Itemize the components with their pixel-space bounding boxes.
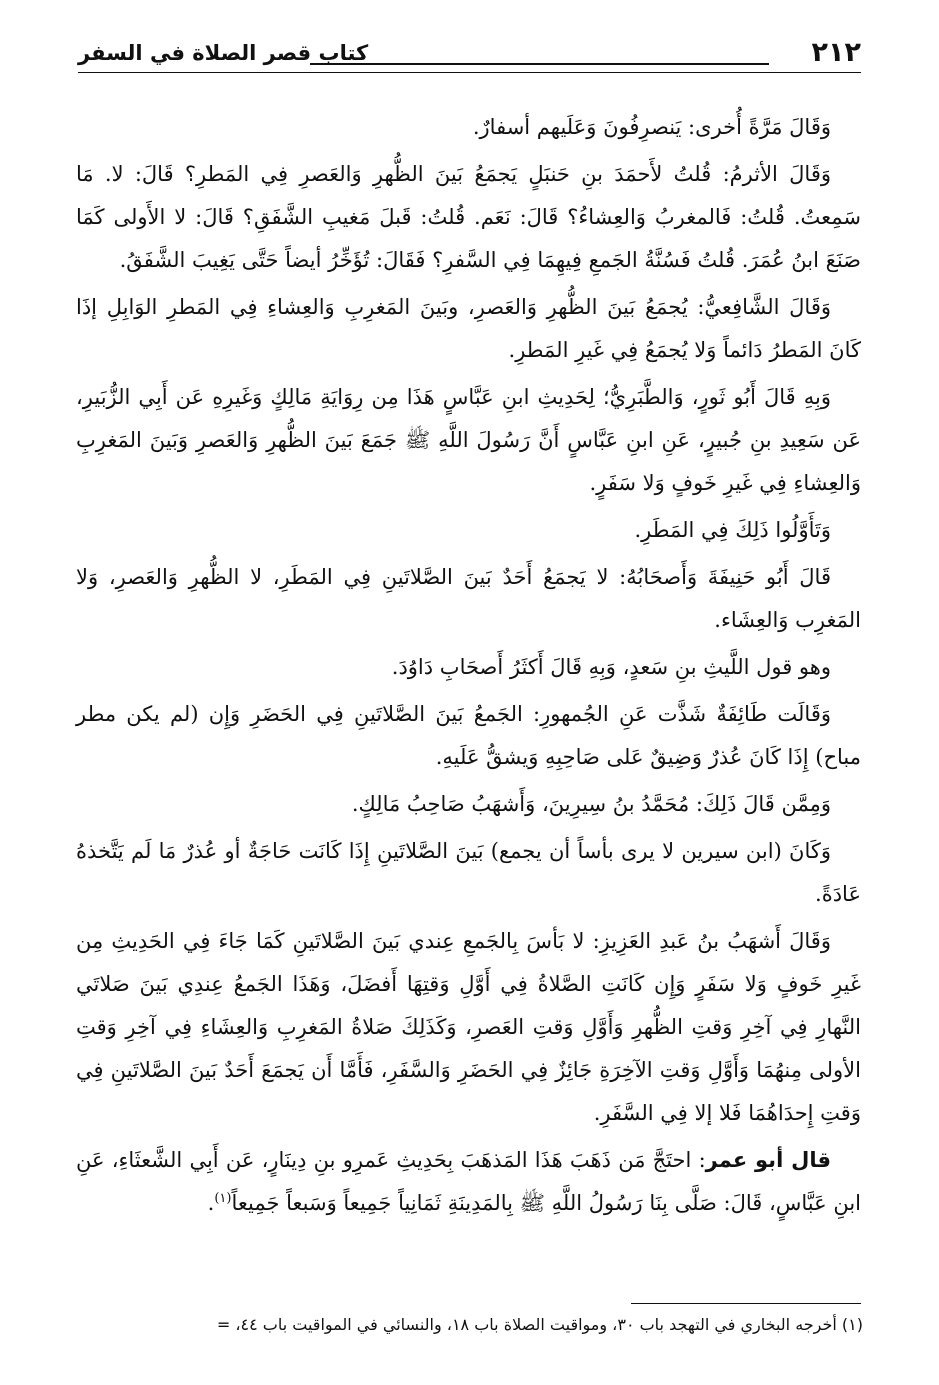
footnote-ref[interactable]: (١) — [214, 1191, 232, 1206]
paragraph-7: وهو قول اللَّيثِ بنِ سَعدٍ، وَبِهِ قَالَ أَكثَرُ أَصحَابِ دَاوُدَ. — [391, 655, 831, 679]
footnote-rule — [631, 1303, 861, 1304]
paragraph-6: قَالَ أَبُو حَنِيفَةَ وَأَصحَابُهُ: لا يَجمَعُ أَحَدٌ بَينَ الصَّلاتَينِ فِي المَطَرِ، لا الظُّهرِ وَالعَصرِ، وَلا المَغرِب وَالعِشَاء. — [76, 565, 861, 632]
running-header — [78, 36, 861, 74]
header-divider — [78, 72, 861, 73]
paragraph-5: وَتَأَوَّلُوا ذَلِكَ فِي المَطَرِ. — [634, 518, 831, 542]
paragraph-1: وَقَالَ مَرَّةً أُخرى: يَنصرِفُونَ وَعَلَيهم أسفارٌ. — [472, 115, 831, 139]
paragraph-8: وَقَالَت طَائِفَةٌ شَذَّت عَنِ الجُمهورِ: الجَمعُ بَينَ الصَّلاتَينِ فِي الحَضَرِ وَإِن (لم يكن مطر مباح) إِذَا كَانَ عُذرٌ وَضِيقٌ عَلى صَاحِبِهِ وَيشقُّ عَلَيهِ. — [76, 702, 861, 769]
paragraph-11: وَقَالَ أَشهَبُ بنُ عَبدِ العَزِيزِ: لا بَأسَ بِالجَمعِ عِندي بَينَ الصَّلاتَينِ كَمَا جَاءَ فِي الحَدِيثِ مِن غَيرِ خَوفٍ وَلا سَفَرٍ وَإِن كَانَتِ الصَّلاةُ فِي أَوَّلِ وَقتِهَا أَفضَلَ، وَهَذَا الجَمعُ عِندِي بَينَ صَلاتَي النَّهارِ فِي آخِرِ وَقتِ الظُّهرِ وَأَوَّلِ وَقتِ العَصرِ، وَكَذَلِكَ صَلاةُ المَغرِبِ وَالعِشَاءِ فِي آخِرِ وَقتِ الأولى مِنهُمَا وَأَوَّلِ وَقتِ الآخِرَةِ جَائِزٌ فِي الحَضَرِ وَالسَّفَرِ، فَأَمَّا أَن يَجمَعَ أَحَدٌ بَينَ الصَّلاتَينِ فِي وَقتِ إِحدَاهُمَا فَلا إلا فِي السَّفَرِ. — [76, 929, 861, 1125]
header-rule — [310, 63, 769, 65]
page-number: ٢١٢ — [811, 37, 861, 68]
speaker-label: قال أبو عمر — [705, 1148, 831, 1172]
paragraph-3: وَقَالَ الشَّافِعيُّ: يُجمَعُ بَينَ الظُّهرِ وَالعَصرِ، وبَينَ المَغرِبِ وَالعِشاءِ فِي المَطرِ الوَابِلِ إذَا كَانَ المَطرُ دَائماً وَلا يُجمَعُ فِي غَيرِ المَطرِ. — [76, 295, 861, 362]
paragraph-9: وَمِمَّن قَالَ ذَلِكَ: مُحَمَّدُ بنُ سِيرِينَ، وَأَشهَبُ صَاحِبُ مَالِكٍ. — [351, 792, 831, 816]
paragraph-10: وَكَانَ (ابن سيرين لا يرى بأساً أن يجمع) بَينَ الصَّلاتَينِ إِذَا كَانَت حَاجَةٌ أو عُذرٌ مَا لَم يَتَّخذهُ عَادَةً. — [76, 839, 861, 906]
paragraph-4: وَبِهِ قَالَ أَبُو ثَورٍ، وَالطَّبَرِيُّ؛ لِحَدِيثِ ابنِ عَبَّاسٍ هَذَا مِن رِوَايَةِ مَالِكٍ وَغَيرِهِ عَن أَبِي الزُّبَيرِ، عَن سَعِيدِ بنِ جُبيرٍ، عَنِ ابنِ عَبَّاسٍ أَنَّ رَسُولَ اللَّهِ ﷺ جَمَعَ بَينَ الظُّهرِ وَالعَصرِ وَبَينَ المَغرِبِ وَالعِشاءِ فِي غَيرِ خَوفٍ وَلا سَفَرٍ. — [76, 385, 861, 495]
main-text — [76, 106, 861, 1229]
footnote: (١) أخرجه البخاري في التهجد باب ٣٠، ومواقيت الصلاة باب ١٨، والنسائي في المواقيت باب ٤٤، = — [216, 1315, 863, 1334]
paragraph-12-text: : احتَجَّ مَن ذَهَبَ هَذَا المَذهَبَ بِحَدِيثِ عَمرِو بنِ دِينَارٍ، عَن أَبِي الشَّعثَاءِ، عَنِ ابنِ عَبَّاسٍ، قَالَ: صَلَّى بِنَا رَسُولُ اللَّهِ ﷺ بِالمَدِينَةِ ثَمَانِياً جَمِيعاً وَسَبعاً جَمِيعاً — [76, 1148, 861, 1215]
chapter-title: كتاب قصر الصلاة في السفر — [78, 41, 369, 65]
paragraph-12-tail: . — [207, 1191, 215, 1215]
paragraph-12 — [76, 1139, 861, 1225]
paragraph-2: وَقَالَ الأثرمُ: قُلتُ لأَحمَدَ بنِ حَنبَلٍ يَجمَعُ بَينَ الظُّهرِ وَالعَصرِ فِي المَطرِ؟ قَالَ: لا. مَا سَمِعتُ. قُلتُ: فَالمغربُ وَالعِشاءُ؟ قَالَ: نَعَم. قُلتُ: قَبلَ مَغيبِ الشَّفَقِ؟ قَالَ: لا الأَولى كَمَا صَنَعَ ابنُ عُمَرَ. قُلتُ فَسُنَّةُ الجَمعِ فِيهِمَا فِي السَّفرِ؟ فَقَالَ: تُؤَخِّرُ أيضاً حَتَّى يَغِيبَ الشَّفَقُ. — [76, 162, 861, 272]
